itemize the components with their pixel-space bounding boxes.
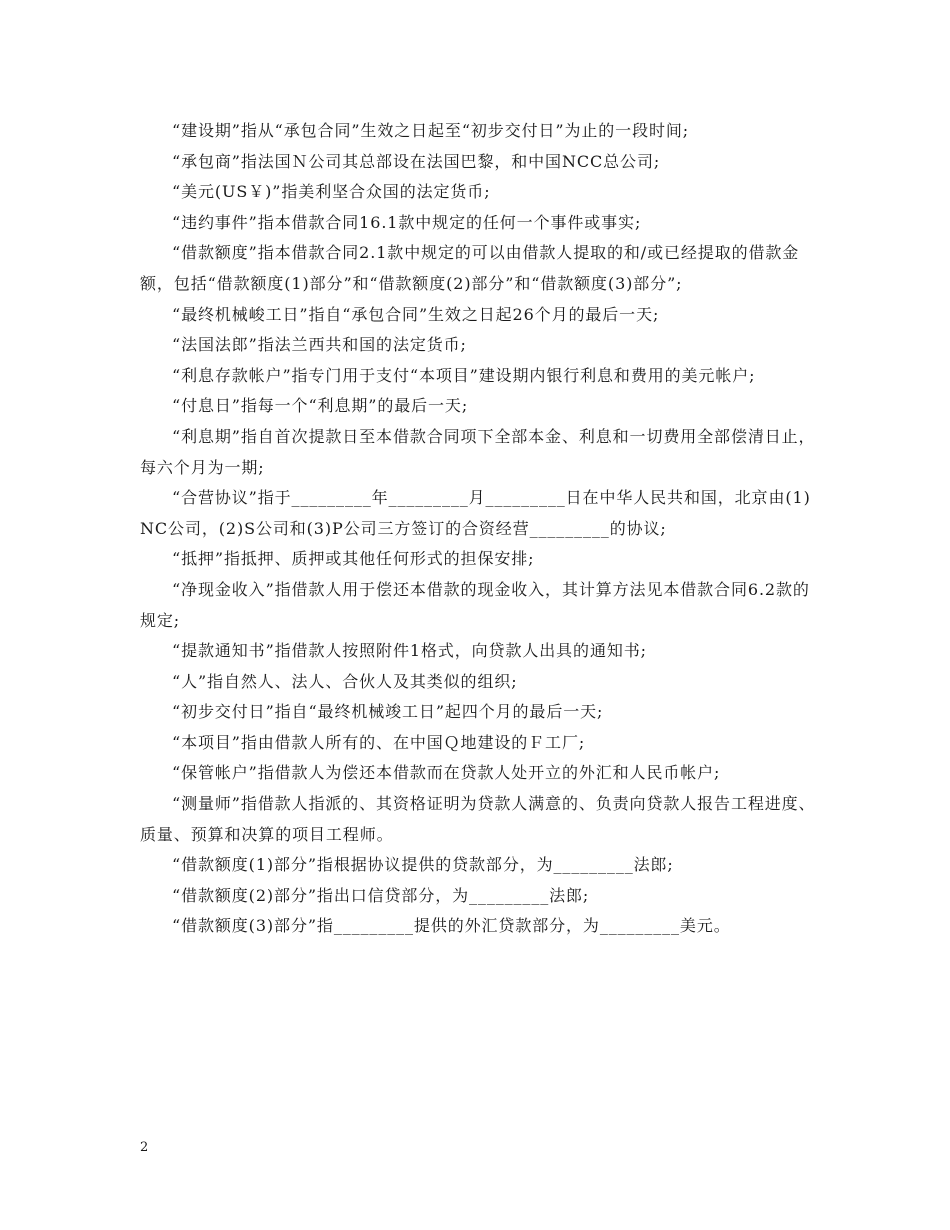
- paragraph-text: “提款通知书”指借款人按照附件1格式，向贷款人出具的通知书;: [172, 641, 647, 661]
- definition-paragraph: [140, 636, 816, 667]
- definition-paragraph: [140, 697, 816, 728]
- definition-paragraph: [140, 789, 816, 850]
- paragraph-text: “本项目”指由借款人所有的、在中国Ｑ地建设的Ｆ工厂;: [172, 732, 586, 752]
- definition-paragraph: [140, 300, 816, 331]
- paragraph-text: “保管帐户”指借款人为偿还本借款而在贷款人处开立的外汇和人民币帐户;: [172, 763, 721, 783]
- definition-paragraph: [140, 758, 816, 789]
- document-body: [140, 116, 816, 942]
- paragraph-text: “美元(US￥)”指美利坚合众国的法定货币;: [172, 182, 491, 202]
- paragraph-text: “利息存款帐户”指专门用于支付“本项目”建设期内银行利息和费用的美元帐户;: [172, 365, 756, 385]
- paragraph-text: “借款额度(3)部分”指_________提供的外汇贷款部分，为_________美元。: [172, 916, 731, 936]
- paragraph-text: “测量师”指借款人指派的、其资格证明为贷款人满意的、负责向贷款人报告工程进度、质量、预算和决算的项目工程师。: [140, 794, 816, 844]
- definition-paragraph: [140, 116, 816, 147]
- paragraph-text: “建设期”指从“承包合同”生效之日起至“初步交付日”为止的一段时间;: [172, 121, 690, 140]
- definition-paragraph: [140, 147, 816, 178]
- definition-paragraph: [140, 850, 816, 881]
- paragraph-text: “净现金收入”指借款人用于偿还本借款的现金收入，其计算方法见本借款合同6.2款的规定;: [140, 579, 810, 630]
- definition-paragraph: [140, 544, 816, 575]
- paragraph-text: “借款额度(1)部分”指根据协议提供的贷款部分，为_________法郎;: [172, 855, 674, 875]
- paragraph-text: “人”指自然人、法人、合伙人及其类似的组织;: [172, 671, 518, 691]
- definition-paragraph: [140, 728, 816, 759]
- paragraph-text: “抵押”指抵押、质押或其他任何形式的担保安排;: [172, 549, 535, 569]
- paragraph-text: “违约事件”指本借款合同16.1款中规定的任何一个事件或事实;: [172, 212, 642, 232]
- paragraph-text: “初步交付日”指自“最终机械竣工日”起四个月的最后一天;: [172, 702, 604, 722]
- paragraph-text: “承包商”指法国Ｎ公司其总部设在法国巴黎，和中国NCC总公司;: [172, 151, 661, 171]
- definition-paragraph: [140, 667, 816, 698]
- definition-paragraph: [140, 483, 816, 544]
- paragraph-text: “借款额度(2)部分”指出口信贷部分，为_________法郎;: [172, 885, 590, 905]
- definition-paragraph: [140, 177, 816, 208]
- paragraph-text: “法国法郎”指法兰西共和国的法定货币;: [172, 335, 467, 355]
- definition-paragraph: [140, 208, 816, 239]
- definition-paragraph: [140, 330, 816, 361]
- definition-paragraph: [140, 238, 816, 299]
- paragraph-text: “合营协议”指于_________年_________月_________日在中华人民共和国，北京由(1)NC公司，(2)S公司和(3)P公司三方签订的合资经营_________的协议;: [140, 488, 811, 538]
- page-number: 2: [140, 1140, 149, 1155]
- definition-paragraph: [140, 361, 816, 392]
- paragraph-text: “最终机械峻工日”指自“承包合同”生效之日起26个月的最后一天;: [172, 304, 660, 324]
- definition-paragraph: [140, 575, 816, 636]
- definition-paragraph: [140, 881, 816, 912]
- paragraph-text: “利息期”指自首次提款日至本借款合同项下全部本金、利息和一切费用全部偿清日止，每六个月为一期;: [140, 426, 816, 477]
- paragraph-text: “付息日”指每一个“利息期”的最后一天;: [172, 396, 469, 416]
- paragraph-text: “借款额度”指本借款合同2.1款中规定的可以由借款人提取的和/或已经提取的借款金额，包括“借款额度(1)部分”和“借款额度(2)部分”和“借款额度(3)部分”;: [140, 243, 800, 293]
- definition-paragraph: [140, 422, 816, 483]
- definition-paragraph: [140, 391, 816, 422]
- definition-paragraph: [140, 911, 816, 942]
